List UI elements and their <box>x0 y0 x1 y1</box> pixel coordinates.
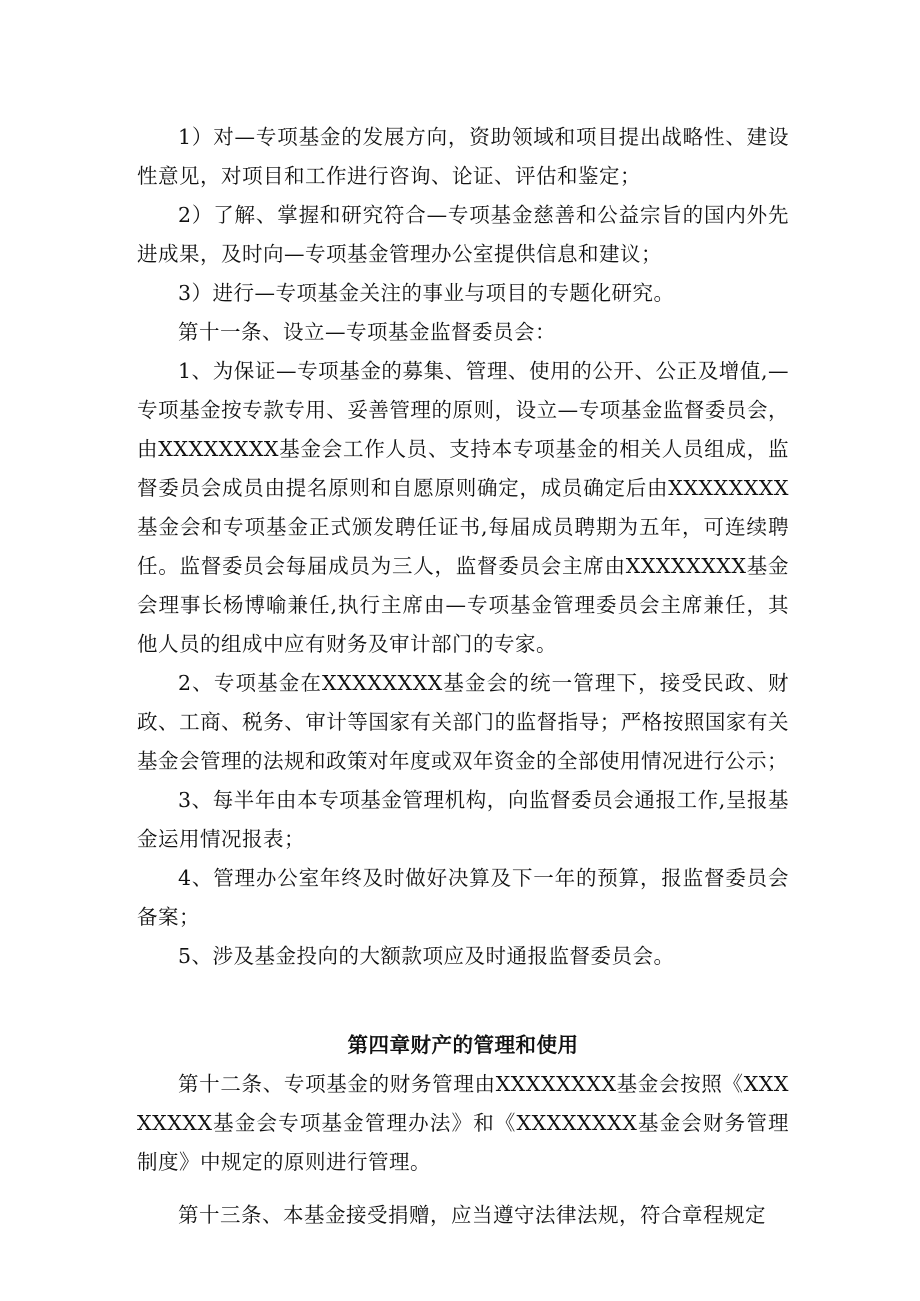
chapter-title: 第四章财产的管理和使用 <box>347 1033 579 1057</box>
supervision-clause-3: 3、每半年由本专项基金管理机构，向监督委员会通报工作,呈报基金运用情况报表； <box>137 788 789 851</box>
paragraph-item-2: 2）了解、掌握和研究符合—专项基金慈善和公益宗旨的国内外先进成果，及时向—专项基金管理办公室提供信息和建议； <box>137 203 789 266</box>
article-11-heading: 第十一条、设立—专项基金监督委员会： <box>178 320 556 344</box>
supervision-clause-5: 5、涉及基金投向的大额款项应及时通报监督委员会。 <box>178 944 675 968</box>
paragraph-item-3: 3）进行—专项基金关注的事业与项目的专题化研究。 <box>178 281 675 305</box>
article-12: 第十二条、专项基金的财务管理由XXXXXXXX基金会按照《XXXXXXXX基金会专项基金管理办法》和《XXXXXXXX基金会财务管理制度》中规定的原则进行管理。 <box>137 1072 789 1174</box>
supervision-clause-2: 2、专项基金在XXXXXXXX基金会的统一管理下，接受民政、财政、工商、税务、审计等国家有关部门的监督指导；严格按照国家有关基金会管理的法规和政策对年度或双年资金的全部使用情况进行公示； <box>137 671 789 773</box>
paragraph-item-1: 1）对—专项基金的发展方向，资助领域和项目提出战略性、建设性意见，对项目和工作进行咨询、论证、评估和鉴定； <box>137 125 789 188</box>
supervision-clause-1: 1、为保证—专项基金的募集、管理、使用的公开、公正及增值,—专项基金按专款专用、妥善管理的原则，设立—专项基金监督委员会，由XXXXXXXX基金会工作人员、支持本专项基金的相关人员组成，监督委员会成员由提名原则和自愿原则确定，成员确定后由XXXXXXXX基金会和专项基金正式颁发聘任证书,每届成员聘期为五年，可连续聘任。监督委员会每届成员为三人，监督委员会主席由XXXXXXXX基金会理事长杨博喻兼任,执行主席由—专项基金管理委员会主席兼任，其他人员的组成中应有财务及审计部门的专家。 <box>137 359 789 656</box>
supervision-clause-4: 4、管理办公室年终及时做好决算及下一年的预算，报监督委员会备案； <box>137 866 789 929</box>
document-page <box>137 118 789 1235</box>
article-13: 第十三条、本基金接受捐赠，应当遵守法律法规，符合章程规定 <box>178 1203 766 1227</box>
